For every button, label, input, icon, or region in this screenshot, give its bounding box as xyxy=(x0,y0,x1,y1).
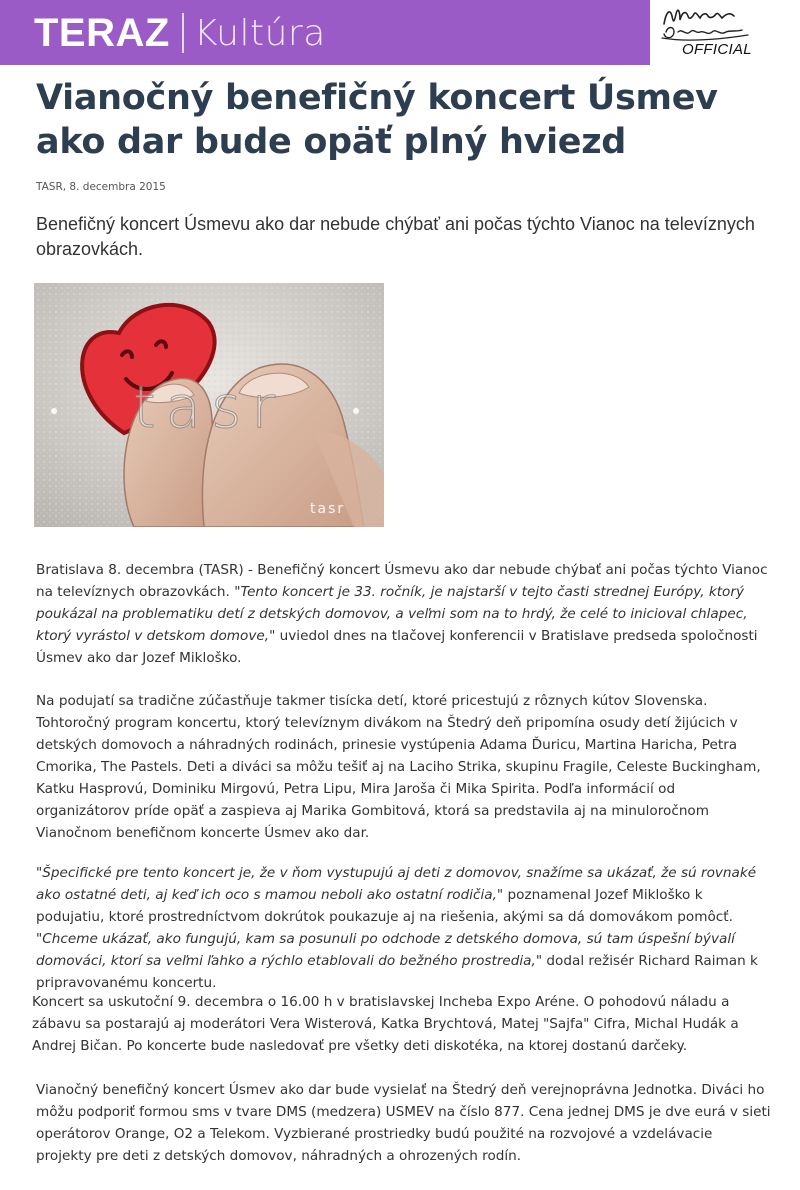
article-lead: Benefičný koncert Úsmevu ako dar nebude chýbať ani počas týchto Vianoc na televíznych obrazovkách. xyxy=(36,214,755,259)
article-paragraph: Koncert sa uskutoční 9. decembra o 16.00 h v bratislavskej Incheba Expo Aréne. O pohodovú náladu a zábavu sa postarajú aj moderátori Vera Wisterová, Katka Brychtová, Matej "Sajfa" Cifra, Michal Hudák a Andrej Bičan. Po koncerte bude nasledovať pre všetky deti diskotéka, na ktorej dostanú darčeky. xyxy=(32,994,739,1054)
article-paragraph: Vianočný benefičný koncert Úsmev ako dar bude vysielať na Štedrý deň verejnoprávna Jednotka. Diváci ho môžu podporiť formou sms v tvare DMS (medzera) USMEV na číslo 877. Cena jednej DMS je dve eurá v sieti operátorov Orange, O2 a Telekom. Vyzbierané prostriedky budú použité na rozvojové a vzdelávacie projekty pre deti z detských domovov, náhradných a ohrozených rodín. xyxy=(36,1082,771,1164)
photo-watermark-small: tasr xyxy=(310,501,346,517)
section-name[interactable]: Kultúra xyxy=(193,12,326,54)
heart-photo-icon xyxy=(34,283,384,527)
official-badge xyxy=(650,0,800,65)
photo-watermark: tasr xyxy=(132,373,286,441)
quote: "Chceme ukázať, ako fungujú, kam sa posunuli po odchode z detského domova, sú tam úspešní bývalí domováci, ktorí sa veľmi ľahko a rýchlo etablovali do bežného prostredia," xyxy=(36,931,735,969)
article-byline: TASR, 8. decembra 2015 xyxy=(36,181,166,193)
article-title: Vianočný benefičný koncert Úsmev ako dar bude opäť plný hviezd xyxy=(36,78,718,162)
quote: "Tento koncert je 33. ročník, je najstarší v tejto časti strednej Európy, ktorý poukázal na problematiku detí z detských domovov, a veľmi som na to hrdý, že celé to inicioval chlapec, ktorý vyrástol v detskom domove," xyxy=(36,584,748,644)
official-label: OFFICIAL xyxy=(682,41,752,58)
site-logo[interactable] xyxy=(34,8,326,58)
article-paragraph: Bratislava 8. decembra (TASR) - Benefičný koncert Úsmevu ako dar nebude chýbať ani počas týchto Vianoc na televíznych obrazovkách. "Tento koncert je 33. ročník, je najstarší v tejto časti strednej Európy, ktorý poukázal na problematiku detí z detských domovov, a veľmi som na to hrdý, že celé to inicioval chlapec, ktorý vyrástol v detskom domove," uviedol dnes na tlačovej konferencii v Bratislave predseda spoločnosti Úsmev ako dar Jozef Mikloško. xyxy=(36,562,768,666)
signature-icon xyxy=(656,2,756,46)
brand-divider xyxy=(182,13,184,53)
brand-name: TERAZ xyxy=(34,10,170,55)
article-paragraph: Na podujatí sa tradične zúčastňuje takmer tisícka detí, ktoré pricestujú z rôznych kútov Slovenska. Tohtoročný program koncertu, ktorý televíznym divákom na Štedrý deň pripomína osudy detí žijúcich v detských domovoch a náhradných rodinách, prinesie vystúpenia Adama Ďuricu, Martina Haricha, Petra Cmorika, The Pastels. Deti a diváci sa môžu tešiť aj na Laciho Strika, skupinu Fragile, Celeste Buckingham, Katku Hasprovú, Dominiku Mirgovú, Petra Lipu, Mira Jaroša či Mika Spirita. Podľa informácií od organizátorov príde opäť a zaspieva aj Marika Gombitová, ktorá sa predstavila aj na minuloročnom Vianočnom benefičnom koncerte Úsmev ako dar. xyxy=(36,693,761,841)
article-photo xyxy=(34,283,384,527)
article-paragraph: "Špecifické pre tento koncert je, že v ňom vystupujú aj deti z domovov, snažíme sa ukázať, že sú rovnaké ako ostatné deti, aj keď ich oco s mamou neboli ako ostatní rodičia," poznamenal Jozef Mikloško k podujatiu, ktoré prostredníctvom dokrútok poukazuje aj na riešenia, akými sa dá domovákom pomôcť. "Chceme ukázať, ako fungujú, kam sa posunuli po odchode z detského domova, sú tam úspešní bývalí domováci, ktorí sa veľmi ľahko a rýchlo etablovali do bežného prostredia," dodal režisér Richard Raiman k pripravovanému koncertu. xyxy=(36,865,758,991)
site-header xyxy=(0,0,800,65)
quote: "Špecifické pre tento koncert je, že v ňom vystupujú aj deti z domovov, snažíme sa ukázať, že sú rovnaké ako ostatné deti, aj keď ich oco s mamou neboli ako ostatní rodičia," xyxy=(36,865,757,903)
